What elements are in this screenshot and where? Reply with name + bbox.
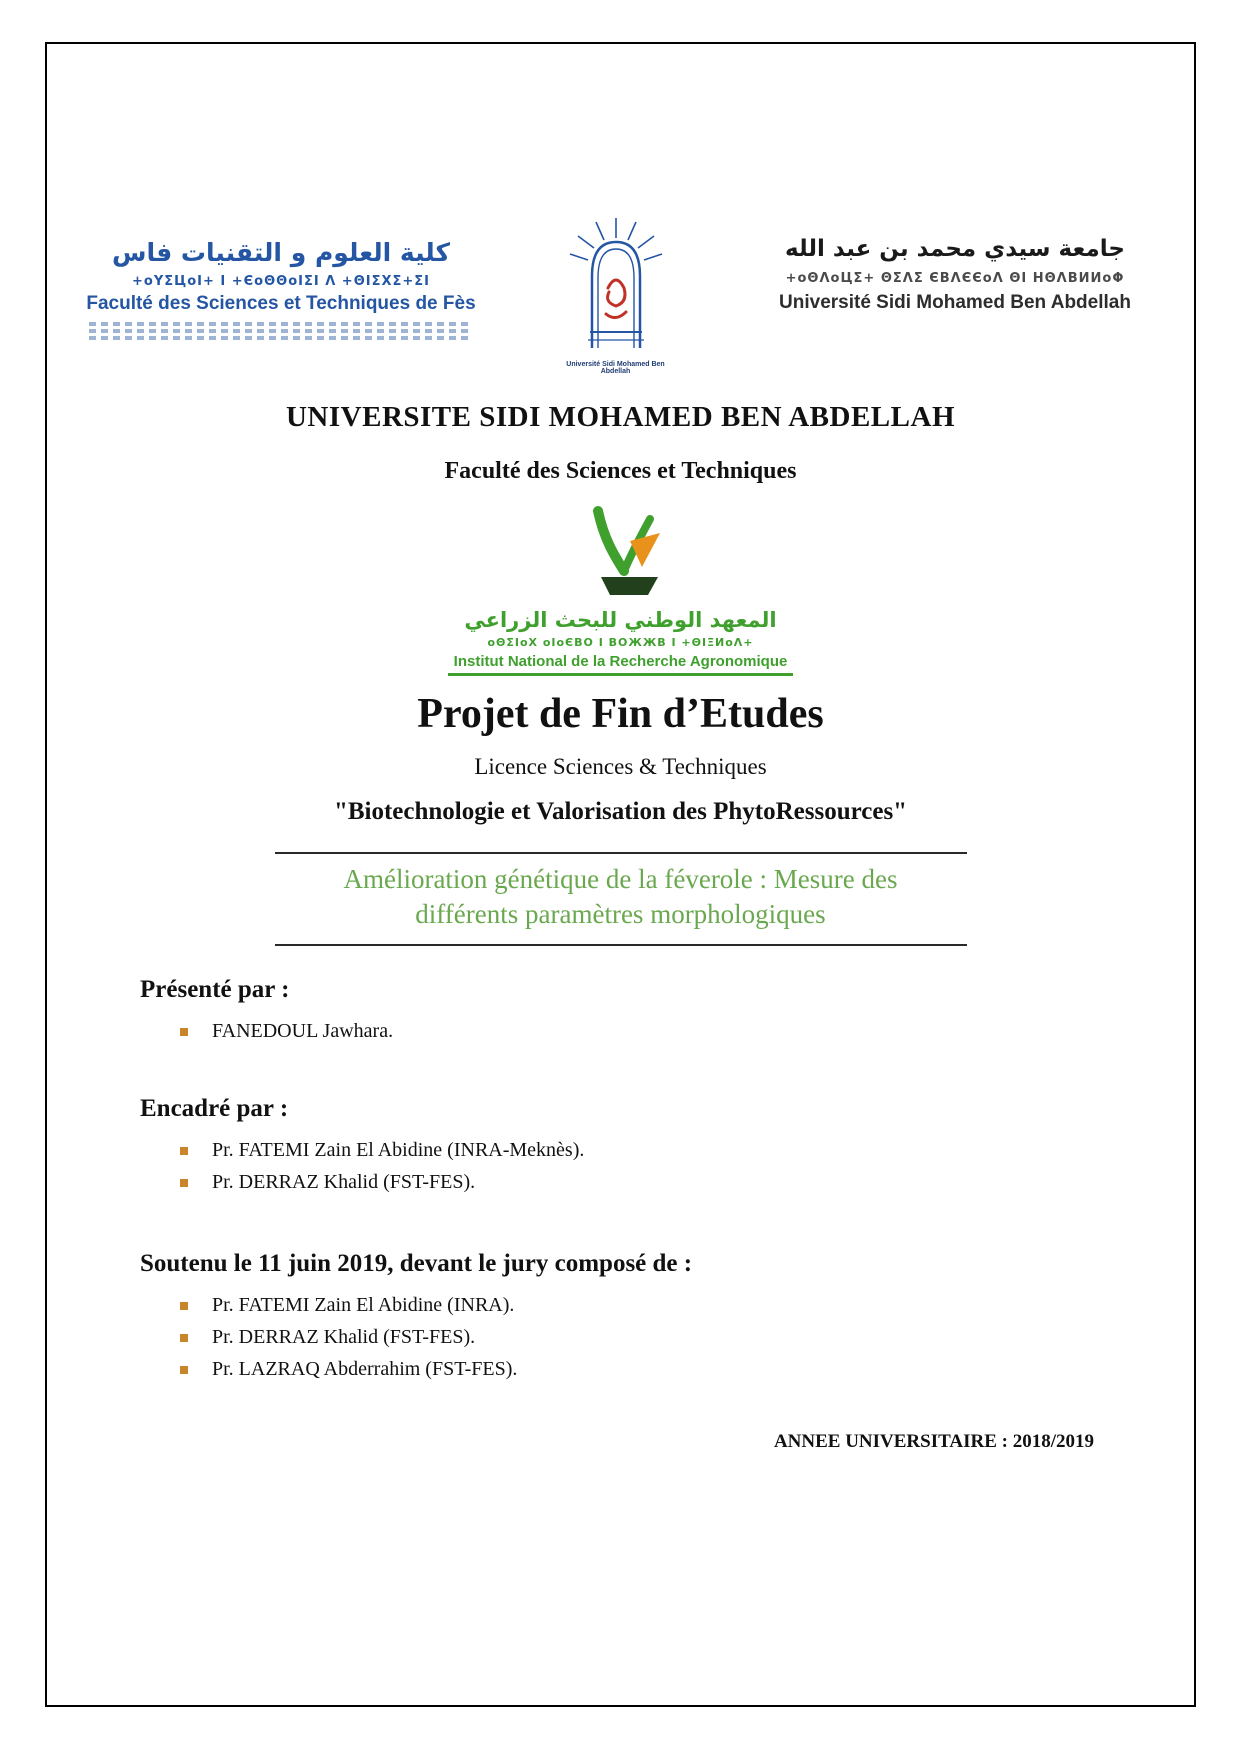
thesis-title-line1: Amélioration génétique de la féverole : Mesure des (343, 864, 898, 894)
supervised-by-label: Encadré par : (140, 1095, 289, 1123)
inra-plant-icon (546, 505, 696, 601)
academic-year: ANNEE UNIVERSITAIRE : 2018/2019 (773, 1431, 1094, 1453)
header-logos (47, 212, 1194, 375)
usmba-logo-text (750, 236, 1160, 314)
jury-member-name: Pr. DERRAZ Khalid (FST-FES). (212, 1326, 476, 1349)
fst-decorative-dashes (81, 322, 481, 340)
jury-list (180, 1294, 1101, 1381)
faculty-name: Faculté des Sciences et Techniques (444, 458, 797, 484)
degree-name: Licence Sciences & Techniques (474, 754, 767, 779)
university-name: UNIVERSITE SIDI MOHAMED BEN ABDELLAH (285, 401, 955, 433)
inra-tifinagh-name: oΘΣIoX oIoЄΒΟ I ΒΟЖЖΒ I +ΘIΞИoΛ+ (487, 636, 754, 649)
usmba-tifinagh-name: +oΘΛoЦΣ+ ΘΣΛΣ ЄΒΛЄЄoΛ ΘI ΗΘΛΒИИoΦ (785, 271, 1125, 286)
usmba-emblem-icon (564, 212, 668, 354)
jury-member-name: Pr. FATEMI Zain El Abidine (INRA). (212, 1294, 515, 1317)
jury-label: Soutenu le 11 juin 2019, devant le jury composé de : (140, 1250, 693, 1278)
bullet-square-icon (180, 1147, 188, 1155)
inra-arabic-name: المعهد الوطني للبحث الزراعي (464, 608, 777, 632)
inra-french-name: Institut National de la Recherche Agronomique (448, 653, 794, 676)
dash-row (89, 322, 473, 326)
presented-name: FANEDOUL Jawhara. (212, 1020, 394, 1043)
section-jury (140, 1250, 1101, 1381)
dash-row (89, 336, 473, 340)
list-item (180, 1326, 1101, 1349)
list-item (180, 1139, 1101, 1162)
supervised-by-list (180, 1139, 1101, 1194)
bullet-square-icon (180, 1302, 188, 1310)
supervisor-name: Pr. DERRAZ Khalid (FST-FES). (212, 1171, 476, 1194)
emblem-caption: Université Sidi Mohamed Ben Abdellah (566, 361, 665, 375)
usmba-french-name: Université Sidi Mohamed Ben Abdellah (779, 292, 1131, 313)
fst-french-name: Faculté des Sciences et Techniques de Fès (86, 293, 476, 314)
presented-by-label: Présenté par : (140, 976, 290, 1004)
thesis-title-line2: différents paramètres morphologiques (415, 899, 826, 930)
program-name: "Biotechnologie et Valorisation des PhytoRessources" (333, 798, 908, 825)
section-presented-by (140, 976, 1101, 1043)
list-item (180, 1171, 1101, 1194)
bullet-square-icon (180, 1366, 188, 1374)
usmba-emblem-logo (556, 212, 676, 375)
jury-member-name: Pr. LAZRAQ Abderrahim (FST-FES). (212, 1358, 518, 1381)
list-item (180, 1294, 1101, 1317)
bullet-square-icon (180, 1028, 188, 1036)
presented-by-list (180, 1020, 1101, 1043)
bullet-square-icon (180, 1334, 188, 1342)
section-supervised-by (140, 1095, 1101, 1194)
fst-fes-logo (81, 238, 481, 340)
page-border-frame (45, 42, 1196, 1707)
dash-row (89, 329, 473, 333)
thesis-title (275, 852, 967, 946)
list-item (180, 1020, 1101, 1043)
inra-logo-block (47, 505, 1194, 676)
document-title: Projet de Fin d’Etudes (417, 691, 824, 737)
usmba-arabic-name: جامعة سيدي محمد بن عبد الله (785, 236, 1125, 262)
fst-arabic-name: كلية العلوم و التقنيات فاس (111, 238, 451, 267)
list-item (180, 1358, 1101, 1381)
fst-tifinagh-name: +oYΣЦoI+ I +ЄoΘΘoIΣI Λ +ΘIΣXΣ+ΣI (132, 274, 430, 289)
supervisor-name: Pr. FATEMI Zain El Abidine (INRA-Meknès). (212, 1139, 585, 1162)
bullet-square-icon (180, 1179, 188, 1187)
